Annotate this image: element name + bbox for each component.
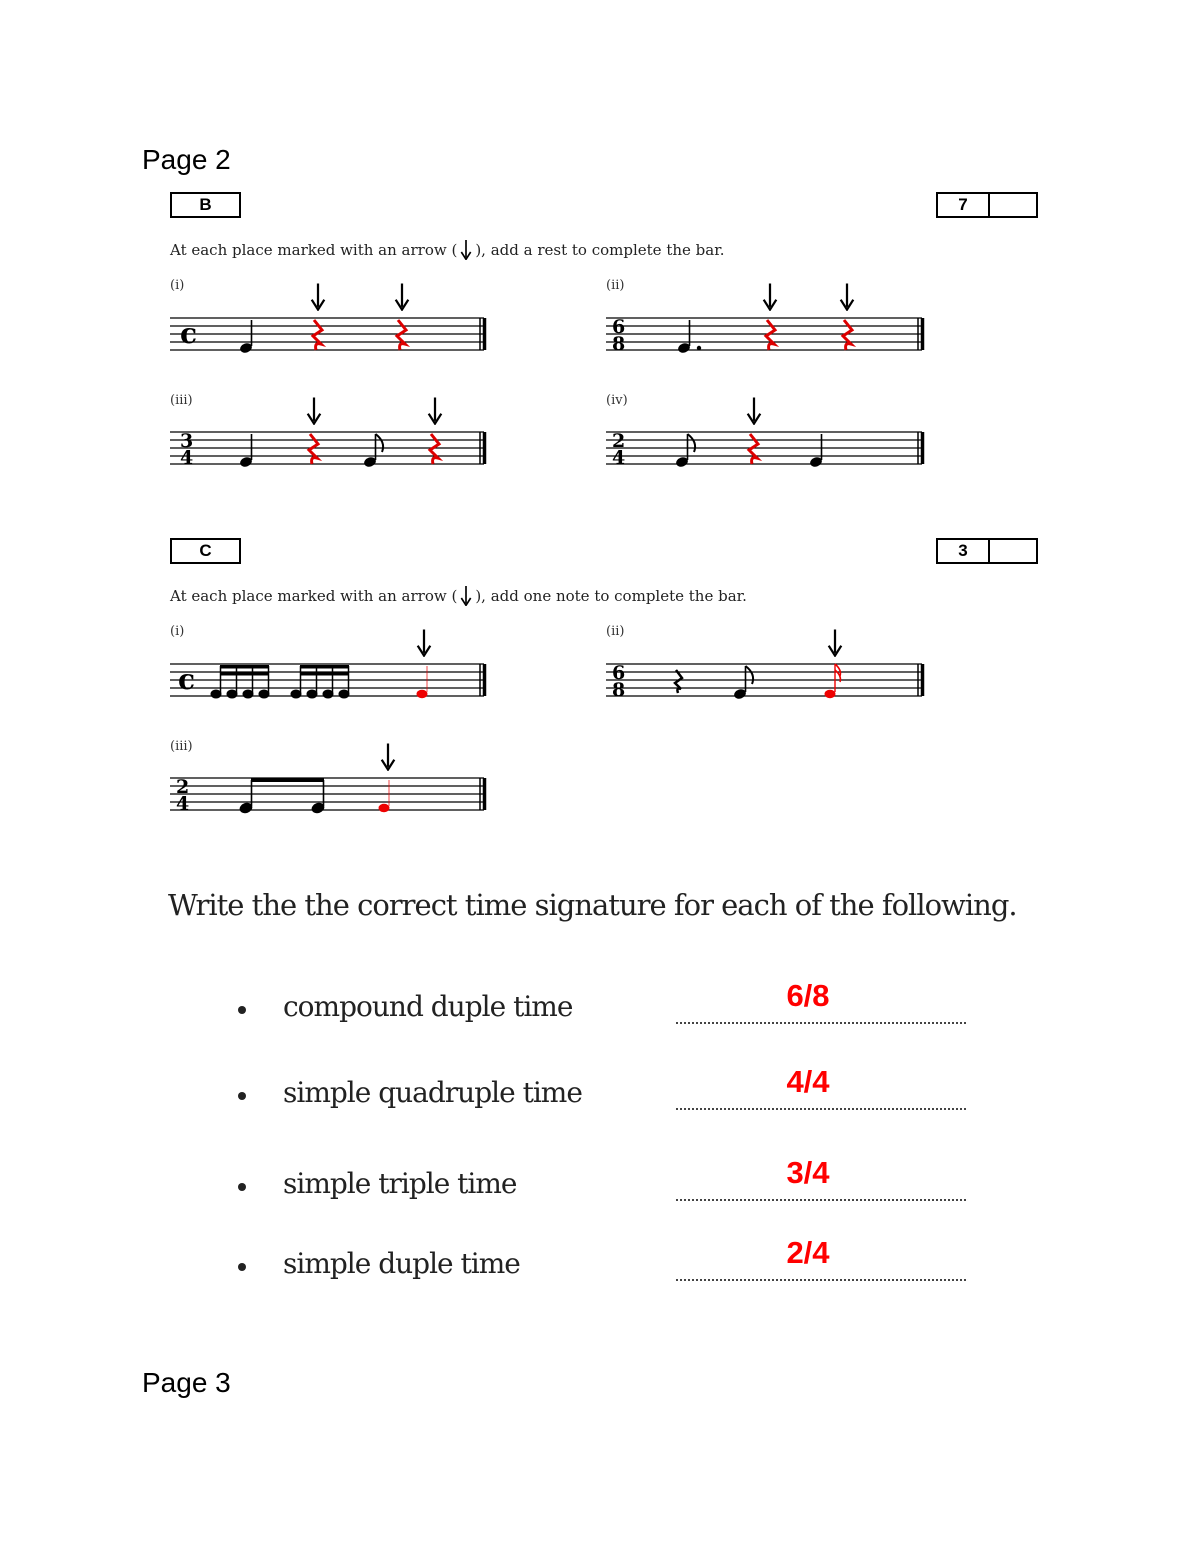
- time-signature-item: [0, 1235, 1200, 1295]
- staff-b-iii: [168, 396, 498, 476]
- crotchet-rest-answer: [430, 434, 439, 464]
- staff-c-ii: [604, 628, 934, 708]
- half-note-answer: [417, 666, 428, 698]
- dotted-quarter-note: [677, 320, 701, 354]
- arrow-icon: [382, 744, 395, 770]
- time-signature-3-4: [180, 430, 193, 469]
- crotchet-rest-answer: [749, 434, 758, 464]
- arrow-icon: [396, 284, 409, 310]
- instruction-text-before: At each place marked with an arrow (: [170, 241, 458, 259]
- section-c-instruction: [170, 586, 747, 606]
- arrow-icon: [308, 398, 321, 424]
- crotchet-rest-answer: [766, 320, 775, 350]
- exercise-label: (iii): [170, 739, 193, 754]
- instruction-text-after: ), add one note to complete the bar.: [475, 587, 747, 605]
- svg-text:8: 8: [612, 333, 626, 355]
- staff-lines: [606, 318, 922, 350]
- staff-lines: [606, 664, 922, 696]
- sixteenth-note-group: [291, 665, 349, 698]
- staff-c-iii: [168, 742, 498, 822]
- section-c-score-field[interactable]: [990, 540, 1036, 562]
- time-signature-item: [0, 1155, 1200, 1215]
- eighth-note: [675, 434, 695, 468]
- svg-text:8: 8: [612, 679, 626, 701]
- crotchet-rest-answer: [843, 320, 852, 350]
- arrow-icon: [418, 630, 431, 656]
- time-signature-item: [0, 1064, 1200, 1124]
- time-signature-description: compound duple time: [283, 990, 573, 1023]
- arrow-icon: [841, 284, 854, 310]
- quarter-note-answer: [379, 780, 390, 812]
- instruction-text-after: ), add a rest to complete the bar.: [475, 241, 725, 259]
- arrow-icon: [748, 398, 761, 424]
- section-c-marks: 3: [938, 540, 990, 562]
- section-b-box: B: [170, 192, 241, 218]
- section-c-box: C: [170, 538, 241, 564]
- eighth-note: [363, 434, 383, 468]
- svg-text:2: 2: [176, 776, 190, 798]
- svg-text:4: 4: [176, 793, 190, 815]
- staff-b-ii: [604, 282, 934, 362]
- crotchet-rest: [675, 670, 682, 693]
- quarter-note: [239, 320, 253, 354]
- quarter-note: [809, 434, 823, 468]
- arrow-icon: [312, 284, 325, 310]
- section-b-marks-box: [936, 192, 1038, 218]
- bullet-icon: [238, 1263, 246, 1271]
- arrow-icon: [764, 284, 777, 310]
- arrow-icon: [829, 630, 842, 656]
- section-b-marks: 7: [938, 194, 990, 216]
- staff-c-i: [168, 628, 498, 708]
- quarter-note: [239, 434, 253, 468]
- time-signature-6-8: [612, 316, 625, 355]
- exercise-label: (i): [170, 624, 185, 639]
- page-3-label: Page 3: [142, 1367, 231, 1398]
- section-b-score-field[interactable]: [990, 194, 1036, 216]
- exercise-label: (i): [170, 278, 185, 293]
- bullet-icon: [238, 1006, 246, 1014]
- staff-b-iv: [604, 396, 934, 476]
- common-time-symbol: c: [178, 663, 196, 696]
- exercise-label: (ii): [606, 278, 625, 293]
- common-time-symbol: c: [180, 317, 198, 350]
- section-b-instruction: [170, 240, 724, 260]
- crotchet-rest-answer: [313, 320, 322, 350]
- staff-lines: [606, 432, 922, 464]
- crotchet-rest-answer: [309, 434, 318, 464]
- staff-lines: [170, 318, 484, 350]
- time-signature-answer: 6/8: [786, 978, 830, 1013]
- time-signature-2-4: [612, 430, 625, 469]
- svg-text:6: 6: [612, 662, 626, 684]
- dotted-sixteenth-note-answer: [825, 664, 841, 698]
- svg-text:4: 4: [612, 447, 626, 469]
- answer-dotted-line[interactable]: [676, 1108, 966, 1110]
- exercise-label: (iv): [606, 393, 628, 408]
- time-signature-2-4: [176, 776, 189, 815]
- exercise-label: (iii): [170, 393, 193, 408]
- exercise-label: (ii): [606, 624, 625, 639]
- arrow-icon: [457, 240, 475, 260]
- arrow-icon: [457, 586, 475, 606]
- page-2-label: Page 2: [142, 144, 231, 175]
- time-signature-description: simple duple time: [283, 1247, 520, 1280]
- time-signature-answer: 4/4: [786, 1064, 830, 1099]
- time-signature-description: simple quadruple time: [283, 1076, 582, 1109]
- svg-text:4: 4: [180, 447, 194, 469]
- eighth-note: [733, 666, 753, 700]
- beamed-eighth-notes: [239, 778, 325, 814]
- time-signature-heading: Write the the correct time signature for each of the following.: [168, 888, 1017, 922]
- answer-dotted-line[interactable]: [676, 1199, 966, 1201]
- bullet-icon: [238, 1092, 246, 1100]
- time-signature-description: simple triple time: [283, 1167, 517, 1200]
- crotchet-rest-answer: [397, 320, 406, 350]
- instruction-text-before: At each place marked with an arrow (: [170, 587, 458, 605]
- sixteenth-note-group: [211, 665, 269, 698]
- time-signature-answer: 2/4: [786, 1235, 830, 1270]
- staff-b-i: [168, 282, 498, 362]
- section-c-marks-box: [936, 538, 1038, 564]
- svg-text:6: 6: [612, 316, 626, 338]
- time-signature-6-8: [612, 662, 625, 701]
- answer-dotted-line[interactable]: [676, 1279, 966, 1281]
- time-signature-item: [0, 978, 1200, 1038]
- bullet-icon: [238, 1183, 246, 1191]
- svg-text:3: 3: [180, 430, 194, 452]
- answer-dotted-line[interactable]: [676, 1022, 966, 1024]
- arrow-icon: [429, 398, 442, 424]
- time-signature-answer: 3/4: [786, 1155, 830, 1190]
- svg-text:2: 2: [612, 430, 626, 452]
- staff-lines: [170, 778, 484, 810]
